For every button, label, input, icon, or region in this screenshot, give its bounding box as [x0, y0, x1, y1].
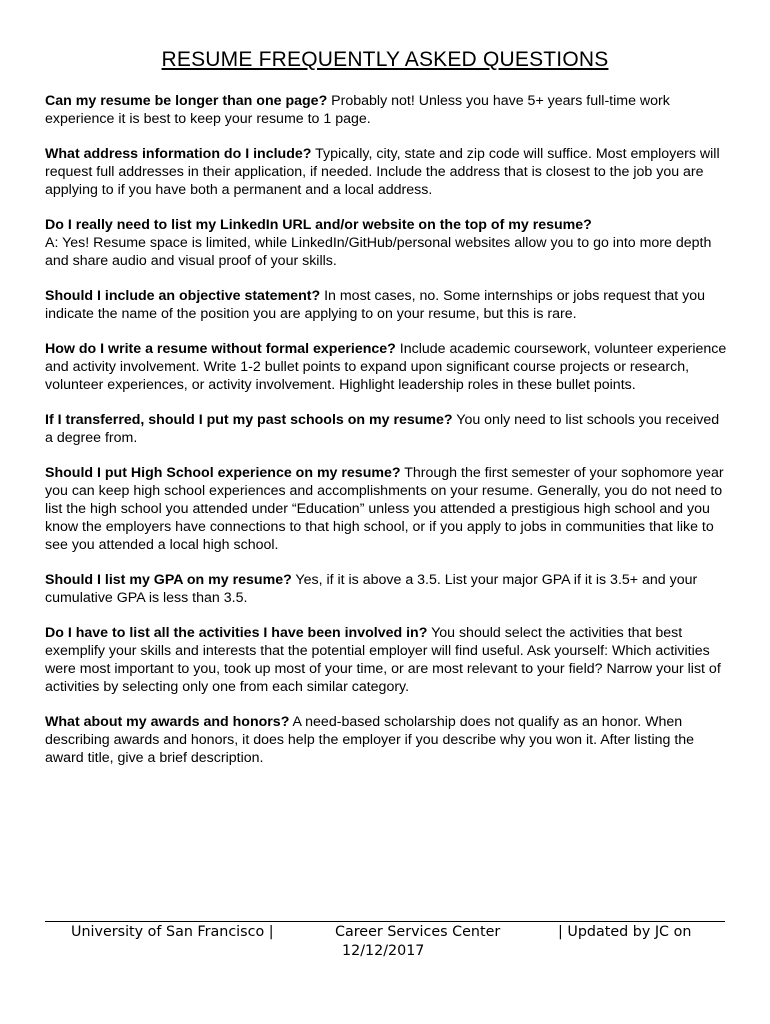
faq-item: [45, 340, 730, 394]
faq-question: What address information do I include?: [45, 146, 312, 162]
faq-answer: A need-based scholarship does not qualify as an honor. When describing awards and honors, it does help the employer if you describe why you won it. After listing the award title, give a brief description.: [45, 714, 695, 766]
faq-item: [45, 145, 730, 199]
footer-updated-by: | Updated by JC on: [558, 924, 692, 940]
faq-list: [45, 92, 730, 784]
faq-question: Can my resume be longer than one page?: [45, 93, 328, 109]
footer-date: 12/12/2017: [342, 943, 425, 959]
faq-answer: You only need to list schools you received a degree from.: [45, 412, 720, 446]
faq-question: Should I list my GPA on my resume?: [45, 572, 292, 588]
faq-answer: Include academic coursework, volunteer experience and activity involvement. Write 1-2 bullet points to expand upon significant course projects or research, volunteer experiences, or activity involvement. Highlight leadership roles in these bullet points.: [45, 341, 727, 393]
faq-question: Should I put High School experience on my resume?: [45, 465, 401, 481]
faq-item: [45, 216, 730, 270]
page-title: RESUME FREQUENTLY ASKED QUESTIONS: [161, 48, 609, 71]
faq-answer-prefix: A:: [45, 235, 59, 251]
faq-item: [45, 92, 730, 128]
footer-divider: [45, 921, 725, 922]
faq-answer: You should select the activities that best exemplify your skills and interests that the potential employer will find useful. Ask yourself: Which activities were most important to you, took up most of your time, or are most relevant to your field? Narrow your list of activities by selecting only one from each similar category.: [45, 625, 721, 695]
faq-answer: Typically, city, state and zip code will suffice. Most employers will request full addresses in their application, if needed. Include the address that is closest to the job you are applying to if you have both a permanent and a local address.: [45, 146, 720, 198]
faq-item: [45, 713, 730, 767]
faq-question: Do I really need to list my LinkedIn URL and/or website on the top of my resume?: [45, 217, 592, 233]
faq-answer: Yes! Resume space is limited, while LinkedIn/GitHub/personal websites allow you to go into more depth and share audio and visual proof of your skills.: [45, 235, 712, 269]
faq-item: [45, 411, 730, 447]
faq-question: How do I write a resume without formal experience?: [45, 341, 396, 357]
faq-item: [45, 571, 730, 607]
faq-answer: Yes, if it is above a 3.5. List your major GPA if it is 3.5+ and your cumulative GPA is less than 3.5.: [45, 572, 698, 606]
faq-item: [45, 624, 730, 696]
faq-question: If I transferred, should I put my past schools on my resume?: [45, 412, 453, 428]
faq-answer: Probably not! Unless you have 5+ years full-time work experience it is best to keep your resume to 1 page.: [45, 93, 670, 127]
faq-answer: In most cases, no. Some internships or jobs request that you indicate the name of the position you are applying to on your resume, but this is rare.: [45, 288, 705, 322]
faq-answer: Through the first semester of your sophomore year you can keep high school experiences and accomplishments on your resume. Generally, you do not need to list the high school you attended under “Education” unless you attended a prestigious high school and you know the employers have connections to that high school, or if you apply to jobs in communities that like to see you attended a local high school.: [45, 465, 724, 553]
footer-university: University of San Francisco |: [71, 924, 274, 940]
faq-item: [45, 464, 730, 554]
faq-question: Do I have to list all the activities I have been involved in?: [45, 625, 428, 641]
faq-item: [45, 287, 730, 323]
footer-department: Career Services Center: [335, 924, 501, 940]
faq-question: Should I include an objective statement?: [45, 288, 321, 304]
faq-question: What about my awards and honors?: [45, 714, 290, 730]
